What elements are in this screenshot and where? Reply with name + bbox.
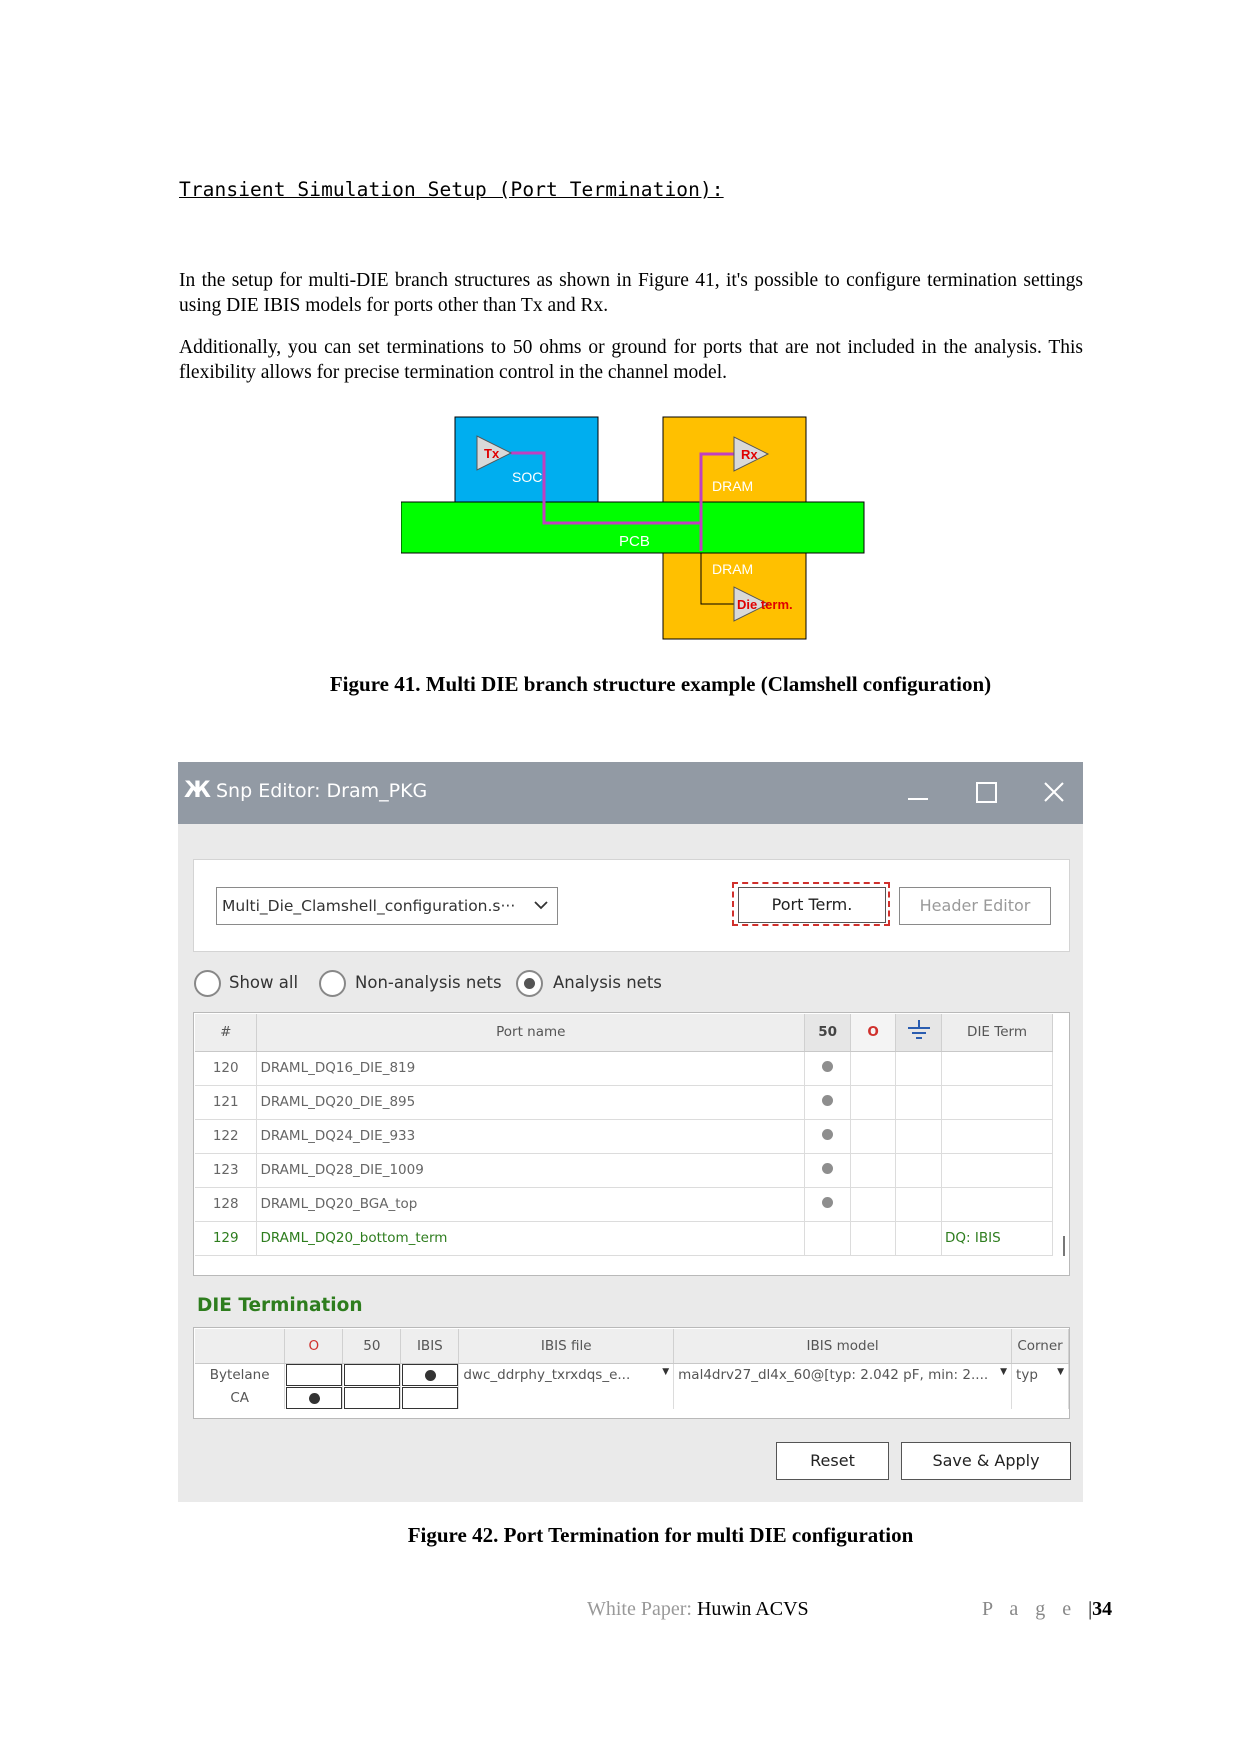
radio-cell[interactable] [402,1387,458,1409]
toolbar-panel [193,859,1070,952]
term-50-cell[interactable] [805,1153,851,1187]
rx-label: Rx [741,447,758,462]
radio-button[interactable] [319,970,346,997]
term-50-cell[interactable] [805,1187,851,1221]
row-num: 129 [195,1221,257,1255]
radio-label: Non-analysis nets [355,973,502,992]
col-header-num[interactable]: # [195,1014,257,1051]
table-row-highlighted[interactable] [195,1221,1053,1255]
save-apply-button[interactable]: Save & Apply [901,1442,1071,1480]
die-termination-table [195,1329,1069,1409]
term-50-cell[interactable] [805,1085,851,1119]
selected-dot-icon [822,1061,833,1072]
maximize-icon[interactable] [966,772,1006,812]
selected-dot-icon [309,1393,320,1404]
radio-label: Analysis nets [553,973,662,992]
page-number: 34 [1092,1598,1113,1620]
radio-cell-selected[interactable] [286,1387,342,1409]
col-header-port-name[interactable]: Port name [257,1014,805,1051]
dropdown-arrow-icon: ▼ [1057,1366,1064,1377]
die-termination-title: DIE Termination [197,1295,363,1316]
die-term-cell[interactable]: DQ: IBIS [942,1221,1053,1255]
port-name: DRAML_DQ20_DIE_895 [257,1085,805,1119]
paragraph-2: Additionally, you can set terminations to 50 ohms or ground for ports that are not included in the analysis. This flexibility allows for precise termination control in the channel model. [179,337,1083,383]
term-open-cell[interactable] [285,1386,343,1409]
port-name: DRAML_DQ16_DIE_819 [257,1051,805,1085]
corner-value: typ [1016,1366,1038,1383]
col-header-open[interactable]: O [285,1329,343,1363]
tx-label: Tx [484,446,500,461]
die-row-ca[interactable] [195,1386,1069,1409]
row-label: CA [195,1386,285,1409]
snp-editor-window [178,762,1083,1502]
dropdown-arrow-icon: ▼ [1000,1366,1008,1377]
selected-dot-icon [822,1129,833,1140]
window-titlebar[interactable] [178,762,1083,824]
die-term-cell[interactable] [942,1051,1053,1085]
row-num: 121 [195,1085,257,1119]
footer-page [982,1598,1112,1621]
term-50-cell[interactable] [805,1119,851,1153]
table-row[interactable] [195,1085,1053,1119]
term-ibis-cell[interactable] [401,1386,459,1409]
ground-icon [906,1018,932,1042]
radio-cell[interactable] [344,1364,400,1386]
die-term-cell[interactable] [942,1187,1053,1221]
term-50-cell[interactable] [805,1221,851,1255]
term-ground-cell[interactable] [896,1085,942,1119]
radio-cell-selected[interactable] [402,1364,458,1386]
selected-dot-icon [822,1197,833,1208]
selected-dot-icon [822,1163,833,1174]
row-num: 122 [195,1119,257,1153]
col-header-50[interactable]: 50 [805,1014,851,1051]
term-ground-cell[interactable] [896,1221,942,1255]
radio-label: Show all [229,973,299,992]
close-icon[interactable] [1034,772,1074,812]
ibis-file-cell[interactable] [459,1386,674,1409]
col-header-ground[interactable] [896,1014,942,1051]
die-term-cell[interactable] [942,1153,1053,1187]
col-header-50[interactable]: 50 [343,1329,401,1363]
table-row[interactable] [195,1187,1053,1221]
paragraph-1: In the setup for multi-DIE branch structures as shown in Figure 41, it's possible to configure termination settings using DIE IBIS models for ports other than Tx and Rx. [179,270,1083,316]
footer-prefix: White Paper: [587,1598,697,1620]
corner-dropdown[interactable] [1012,1363,1069,1386]
port-table [195,1014,1053,1256]
die-term-cell[interactable] [942,1085,1053,1119]
col-header-ibis-file[interactable]: IBIS file [459,1329,674,1363]
term-ground-cell[interactable] [896,1187,942,1221]
footer-title [587,1598,809,1621]
reset-button[interactable]: Reset [776,1442,889,1480]
page-separator: | [1088,1598,1093,1620]
soc-block [455,417,598,502]
row-label: Bytelane [195,1363,285,1386]
term-open-cell[interactable] [851,1051,896,1085]
page-label: P a g e [982,1598,1078,1620]
col-header-ibis[interactable]: IBIS [401,1329,459,1363]
die-termination-panel [193,1327,1070,1419]
header-editor-button[interactable]: Header Editor [899,887,1051,925]
term-open-cell[interactable] [285,1363,343,1386]
ibis-file-dropdown[interactable] [459,1363,674,1386]
term-open-cell[interactable] [851,1119,896,1153]
term-50-cell[interactable] [343,1363,401,1386]
minimize-icon[interactable] [898,772,938,812]
table-row[interactable] [195,1153,1053,1187]
die-row-bytelane[interactable] [195,1363,1069,1386]
file-select-value: Multi_Die_Clamshell_configuration.s··· [222,897,516,915]
dram-bottom-label: DRAM [712,561,754,577]
port-name: DRAML_DQ20_BGA_top [257,1187,805,1221]
term-ground-cell[interactable] [896,1051,942,1085]
table-row[interactable] [195,1119,1053,1153]
scrollbar-handle[interactable] [1063,1236,1065,1256]
port-name: DRAML_DQ28_DIE_1009 [257,1153,805,1187]
chevron-down-icon [533,898,549,912]
ibis-file-value: dwc_ddrphy_txrxdqs_e... [463,1366,631,1383]
term-ground-cell[interactable] [896,1153,942,1187]
row-num: 128 [195,1187,257,1221]
selected-dot-icon [822,1095,833,1106]
term-50-cell[interactable] [805,1051,851,1085]
term-open-cell[interactable] [851,1153,896,1187]
col-header-open[interactable]: O [851,1014,896,1051]
figure-41-caption: Figure 41. Multi DIE branch structure example (Clamshell configuration) [329,672,992,696]
port-name: DRAML_DQ20_bottom_term [257,1221,805,1255]
radio-button[interactable] [194,970,221,997]
pcb-label: PCB [619,533,650,550]
corner-cell[interactable] [1012,1386,1069,1409]
figure-42-caption: Figure 42. Port Termination for multi DIE configuration [407,1523,914,1547]
term-open-cell[interactable] [851,1085,896,1119]
soc-label: SOC [512,469,543,485]
row-num: 123 [195,1153,257,1187]
file-select[interactable] [216,887,558,925]
die-term-cell[interactable] [942,1119,1053,1153]
radio-button-selected[interactable] [516,970,543,997]
term-open-cell[interactable] [851,1187,896,1221]
col-header-corner[interactable]: Corner [1012,1329,1069,1363]
port-term-button[interactable]: Port Term. [738,887,886,923]
footer-brand: Huwin ACVS [696,1598,809,1620]
row-num: 120 [195,1051,257,1085]
port-name: DRAML_DQ24_DIE_933 [257,1119,805,1153]
radio-cell[interactable] [286,1364,342,1386]
section-heading: Transient Simulation Setup (Port Termination): [179,178,724,201]
die-term-label: Die term. [737,597,793,612]
window-title: Snp Editor: Dram_PKG [216,780,428,802]
term-50-cell[interactable] [343,1386,401,1409]
dram-top-label: DRAM [712,478,754,494]
ibis-model-value: mal4drv27_dl4x_60@[typ: 2.042 pF, min: 2.... [678,1366,989,1383]
ibis-model-dropdown[interactable] [674,1363,1012,1386]
selected-dot-icon [425,1370,436,1381]
term-ground-cell[interactable] [896,1119,942,1153]
radio-cell[interactable] [344,1387,400,1409]
term-open-cell[interactable] [851,1221,896,1255]
app-logo-icon: Ж [184,778,211,803]
table-row[interactable] [195,1051,1053,1085]
port-table-panel [193,1012,1070,1276]
multi-die-diagram [401,416,865,640]
ibis-model-cell[interactable] [674,1386,1012,1409]
col-header-die-term[interactable]: DIE Term [942,1014,1053,1051]
col-header-ibis-model[interactable]: IBIS model [674,1329,1012,1363]
dropdown-arrow-icon: ▼ [662,1366,670,1377]
col-header-blank [195,1329,285,1363]
term-ibis-cell[interactable] [401,1363,459,1386]
